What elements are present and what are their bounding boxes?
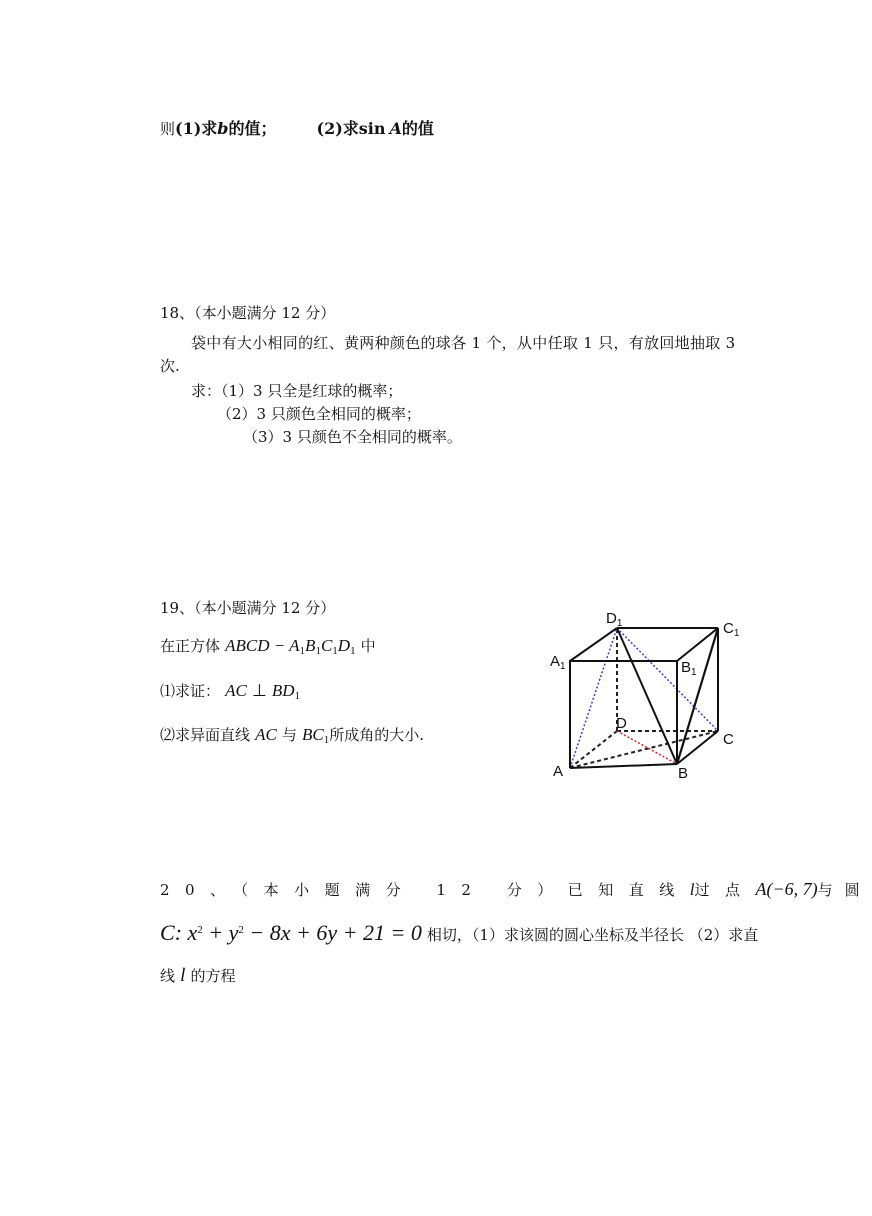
label-A: A	[553, 763, 564, 780]
q19-p1-ac: AC	[225, 681, 247, 700]
q17-sin: sin	[358, 119, 386, 138]
q19-stem-prefix: 在正方体	[160, 637, 221, 655]
q19-perp: ⊥	[251, 681, 267, 700]
label-D: D	[616, 715, 627, 732]
q20-var-l: l	[689, 880, 695, 899]
q19-p2-prefix: ⑵求异面直线	[160, 726, 251, 744]
label-C1: $C_1$	[723, 620, 740, 639]
q19-part1	[160, 680, 300, 702]
q18-ask1: 求：（1）3 只全是红球的概率；	[191, 382, 403, 400]
q20-tangent-text: 相切，（1）求该圆的圆心坐标及半径长 （2）求直	[426, 926, 759, 944]
q19-cube-name: ABCD − $A_1B_1C_1D_1$	[225, 636, 356, 657]
q17-part1: (1)求	[175, 119, 218, 138]
q18-ask2: （2）3 只颜色全相同的概率；	[217, 405, 421, 423]
q20-line3	[160, 965, 236, 987]
q19-stem	[160, 635, 376, 657]
q17-var-A: A	[389, 119, 402, 138]
q17-de-zhi-2: 的值	[401, 119, 434, 138]
q19-p1-prefix: ⑴求证：	[160, 682, 221, 700]
q19-p2-bc: $BC_1$	[302, 725, 330, 746]
q20-line3-l: l	[180, 965, 186, 986]
label-B1: $B_1$	[681, 659, 697, 678]
q20-yu-yuan: 与圆	[817, 881, 872, 899]
q19-p1-bd: $BD_1$	[271, 681, 301, 702]
q19-p2-suffix: 所成角的大小.	[329, 726, 425, 744]
cube-figure	[520, 598, 760, 788]
q20-line2	[160, 920, 758, 946]
q19-p2-and: 与	[281, 726, 297, 744]
q20-guo-dian: 过点	[694, 881, 756, 899]
label-C: C	[723, 731, 734, 748]
q19-stem-suffix: 中	[360, 637, 376, 655]
q17-parts-line	[160, 116, 434, 139]
q17-ze: 则	[160, 120, 176, 138]
q19-p2-ac: AC	[255, 725, 277, 744]
q20-circle-C: C	[160, 920, 175, 945]
label-B: B	[678, 765, 689, 782]
q17-var-b: b	[217, 119, 229, 138]
q18-stem-line1: 袋中有大小相同的红、黄两种颜色的球各 1 个，从中任取 1 只，有放回地抽取 3	[191, 334, 736, 352]
q20-point: A(−6, 7)	[755, 879, 818, 899]
q20-line3-suffix: 的方程	[190, 967, 236, 985]
q20-eq-x: : $x^2 + y^2 - 8x + 6y + 21 = 0$	[174, 920, 422, 945]
q20-line3-prefix: 线	[160, 967, 176, 985]
q19-header: 19、（本小题满分 12 分）	[160, 599, 336, 617]
q18-ask3: （3）3 只颜色不全相同的概率。	[243, 428, 462, 446]
q19-part2	[160, 724, 424, 746]
q20-line1	[160, 879, 872, 900]
label-A1: $A_1$	[550, 653, 566, 672]
q18-stem-line2: 次.	[160, 357, 180, 375]
q17-de-zhi: 的值；	[228, 119, 277, 138]
q18-header: 18、（本小题满分 12 分）	[160, 304, 336, 322]
q17-part2: (2)求	[316, 119, 359, 138]
label-D1: $D_1$	[606, 610, 623, 629]
q20-lead: 20、（本小题满分 12 分）已知直线	[160, 881, 690, 899]
